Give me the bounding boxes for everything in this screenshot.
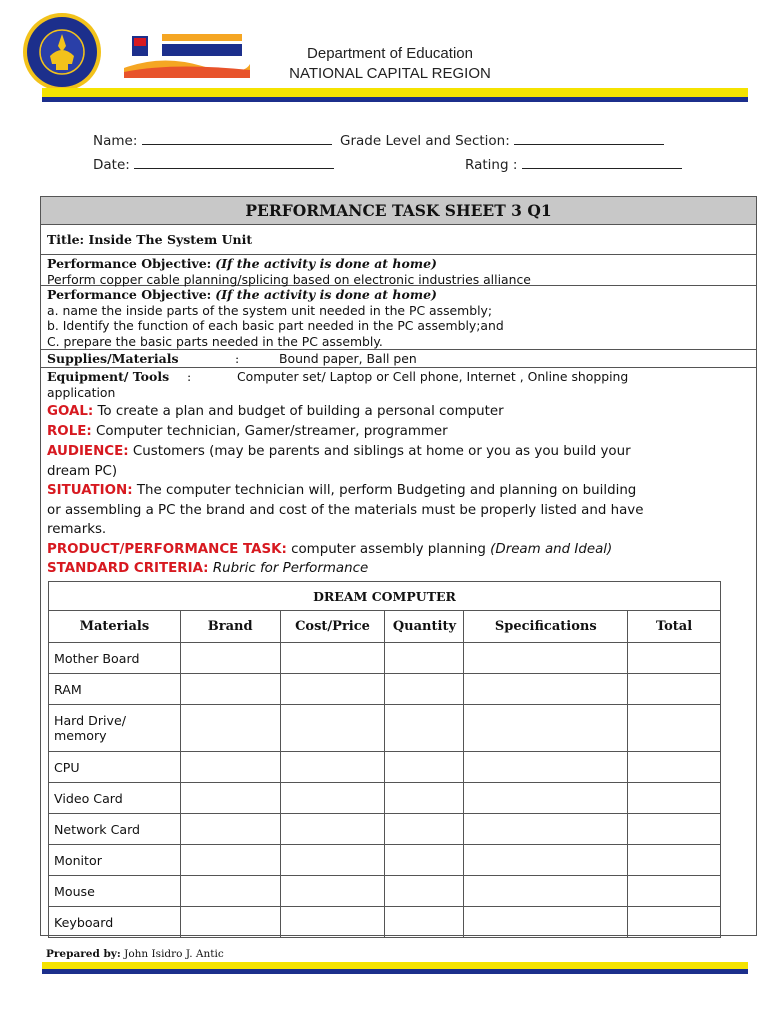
audience-text-cont: dream PC) [47, 463, 118, 479]
supplies-separator: : [235, 351, 240, 366]
supplies-value: Bound paper, Ball pen [279, 351, 417, 366]
situation-label: SITUATION: [47, 483, 133, 498]
material-cell: Mouse [49, 876, 181, 907]
supplies-label: Supplies/Materials [47, 351, 179, 366]
specs-cell[interactable] [464, 814, 628, 845]
table-header-row [49, 611, 721, 643]
header-brand: Brand [180, 611, 280, 643]
sulong-edukalidad-logo [122, 24, 252, 78]
total-cell[interactable] [628, 643, 721, 674]
equipment-label: Equipment/ Tools [47, 369, 170, 384]
grade-section-field[interactable] [340, 132, 664, 149]
material-cell: Monitor [49, 845, 181, 876]
criteria-label: STANDARD CRITERIA: [47, 561, 209, 576]
name-field[interactable] [93, 132, 332, 149]
situation-line [47, 481, 737, 540]
rating-blank[interactable] [522, 156, 682, 169]
total-cell[interactable] [628, 752, 721, 783]
table-caption: DREAM COMPUTER [49, 582, 721, 611]
quantity-cell[interactable] [385, 783, 464, 814]
quantity-cell[interactable] [385, 705, 464, 752]
quantity-cell[interactable] [385, 674, 464, 705]
quantity-cell[interactable] [385, 814, 464, 845]
situation-text-end: remarks. [47, 522, 107, 538]
material-cell: Video Card [49, 783, 181, 814]
prepared-name: John Isidro J. Antic [124, 948, 224, 960]
header-stripe [42, 88, 748, 102]
cost-cell[interactable] [280, 907, 385, 938]
role-label: ROLE: [47, 424, 92, 439]
supplies-row [41, 350, 756, 368]
cost-cell[interactable] [280, 783, 385, 814]
brand-cell[interactable] [180, 907, 280, 938]
objective-label: Performance Objective: [47, 256, 212, 271]
material-cell: Mother Board [49, 643, 181, 674]
objective-text: Perform copper cable planning/splicing based on electronic industries alliance [47, 271, 531, 287]
name-label: Name: [93, 133, 138, 149]
equipment-separator: : [187, 369, 192, 384]
specs-cell[interactable] [464, 752, 628, 783]
product-note: (Dream and Ideal) [490, 542, 613, 557]
deped-seal-logo [22, 12, 102, 92]
date-label: Date: [93, 157, 130, 173]
brand-cell[interactable] [180, 674, 280, 705]
objective-row-2 [41, 286, 756, 350]
role-text: Computer technician, Gamer/streamer, programmer [96, 424, 448, 439]
audience-text: Customers (may be parents and siblings at home or you as you build your [132, 444, 631, 459]
table-row [49, 907, 721, 938]
table-row [49, 876, 721, 907]
table-row [49, 783, 721, 814]
product-label: PRODUCT/PERFORMANCE TASK: [47, 542, 287, 557]
name-blank[interactable] [142, 132, 332, 145]
header-specifications: Specifications [464, 611, 628, 643]
header-total: Total [628, 611, 721, 643]
quantity-cell[interactable] [385, 845, 464, 876]
goal-label: GOAL: [47, 404, 94, 419]
prepared-by [46, 948, 224, 960]
goal-text: To create a plan and budget of building a personal computer [97, 404, 504, 419]
product-text: computer assembly planning [291, 542, 486, 557]
table-row [49, 845, 721, 876]
quantity-cell[interactable] [385, 876, 464, 907]
task-title [41, 225, 756, 255]
objective-item-a: a. name the inside parts of the system unit needed in the PC assembly; [47, 302, 493, 318]
task-title-text: Title: Inside The System Unit [47, 232, 253, 247]
equipment-value: Computer set/ Laptop or Cell phone, Internet , Online shopping [237, 369, 629, 384]
brand-cell[interactable] [180, 752, 280, 783]
equipment-row [41, 368, 756, 401]
header-cost-price: Cost/Price [280, 611, 385, 643]
date-blank[interactable] [134, 156, 334, 169]
table-row [49, 814, 721, 845]
header-quantity: Quantity [385, 611, 464, 643]
specs-cell[interactable] [464, 876, 628, 907]
quantity-cell[interactable] [385, 643, 464, 674]
material-cell: RAM [49, 674, 181, 705]
specs-cell[interactable] [464, 674, 628, 705]
specs-cell[interactable] [464, 705, 628, 752]
cost-cell[interactable] [280, 845, 385, 876]
header-materials: Materials [49, 611, 181, 643]
equipment-value-cont: application [47, 384, 116, 400]
task-sheet [40, 196, 757, 936]
material-cell: Network Card [49, 814, 181, 845]
grade-section-blank[interactable] [514, 132, 664, 145]
specs-cell[interactable] [464, 907, 628, 938]
objective-item-c: C. prepare the basic parts needed in the PC assembly. [47, 333, 383, 349]
brand-cell[interactable] [180, 876, 280, 907]
brand-cell[interactable] [180, 643, 280, 674]
objective-condition: (If the activity is done at home) [215, 287, 437, 302]
table-row [49, 674, 721, 705]
cost-cell[interactable] [280, 705, 385, 752]
brand-cell[interactable] [180, 845, 280, 876]
material-cell: Hard Drive/ memory [49, 705, 181, 752]
situation-text: The computer technician will, perform Budgeting and planning on building [136, 483, 637, 498]
dream-computer-table [48, 581, 721, 938]
cost-cell[interactable] [280, 643, 385, 674]
role-line [47, 422, 737, 442]
total-cell[interactable] [628, 845, 721, 876]
total-cell[interactable] [628, 674, 721, 705]
total-cell[interactable] [628, 783, 721, 814]
date-field[interactable] [93, 156, 334, 173]
table-row [49, 705, 721, 752]
footer-stripe [42, 962, 748, 974]
brand-cell[interactable] [180, 705, 280, 752]
goal-line [47, 402, 737, 422]
criteria-line [47, 559, 737, 579]
cost-cell[interactable] [280, 674, 385, 705]
objective-item-b: b. Identify the function of each basic part needed in the PC assembly;and [47, 318, 504, 333]
specs-cell[interactable] [464, 845, 628, 876]
total-cell[interactable] [628, 814, 721, 845]
department-name: Department of Education [307, 45, 473, 62]
situation-text-cont: or assembling a PC the brand and cost of the materials must be properly listed and have [47, 502, 644, 518]
criteria-text: Rubric for Performance [212, 561, 369, 576]
product-line [47, 540, 737, 560]
cost-cell[interactable] [280, 752, 385, 783]
sheet-title: PERFORMANCE TASK SHEET 3 Q1 [41, 197, 756, 225]
cost-cell[interactable] [280, 814, 385, 845]
total-cell[interactable] [628, 876, 721, 907]
objective-label: Performance Objective: [47, 287, 212, 302]
brand-cell[interactable] [180, 783, 280, 814]
material-cell: Keyboard [49, 907, 181, 938]
objective-row-1 [41, 255, 756, 286]
total-cell[interactable] [628, 907, 721, 938]
table-row [49, 643, 721, 674]
region-name: NATIONAL CAPITAL REGION [289, 65, 491, 82]
quantity-cell[interactable] [385, 752, 464, 783]
grade-section-label: Grade Level and Section: [340, 133, 510, 149]
rating-field[interactable] [465, 156, 682, 173]
specs-cell[interactable] [464, 783, 628, 814]
department-heading [240, 44, 540, 84]
audience-label: AUDIENCE: [47, 444, 129, 459]
cost-cell[interactable] [280, 876, 385, 907]
total-cell[interactable] [628, 705, 721, 752]
objective-condition: (If the activity is done at home) [215, 256, 437, 271]
audience-line [47, 442, 737, 481]
rating-label: Rating : [465, 157, 518, 173]
brand-cell[interactable] [180, 814, 280, 845]
prepared-label: Prepared by: [46, 948, 121, 960]
quantity-cell[interactable] [385, 907, 464, 938]
specs-cell[interactable] [464, 643, 628, 674]
material-cell: CPU [49, 752, 181, 783]
table-row [49, 752, 721, 783]
